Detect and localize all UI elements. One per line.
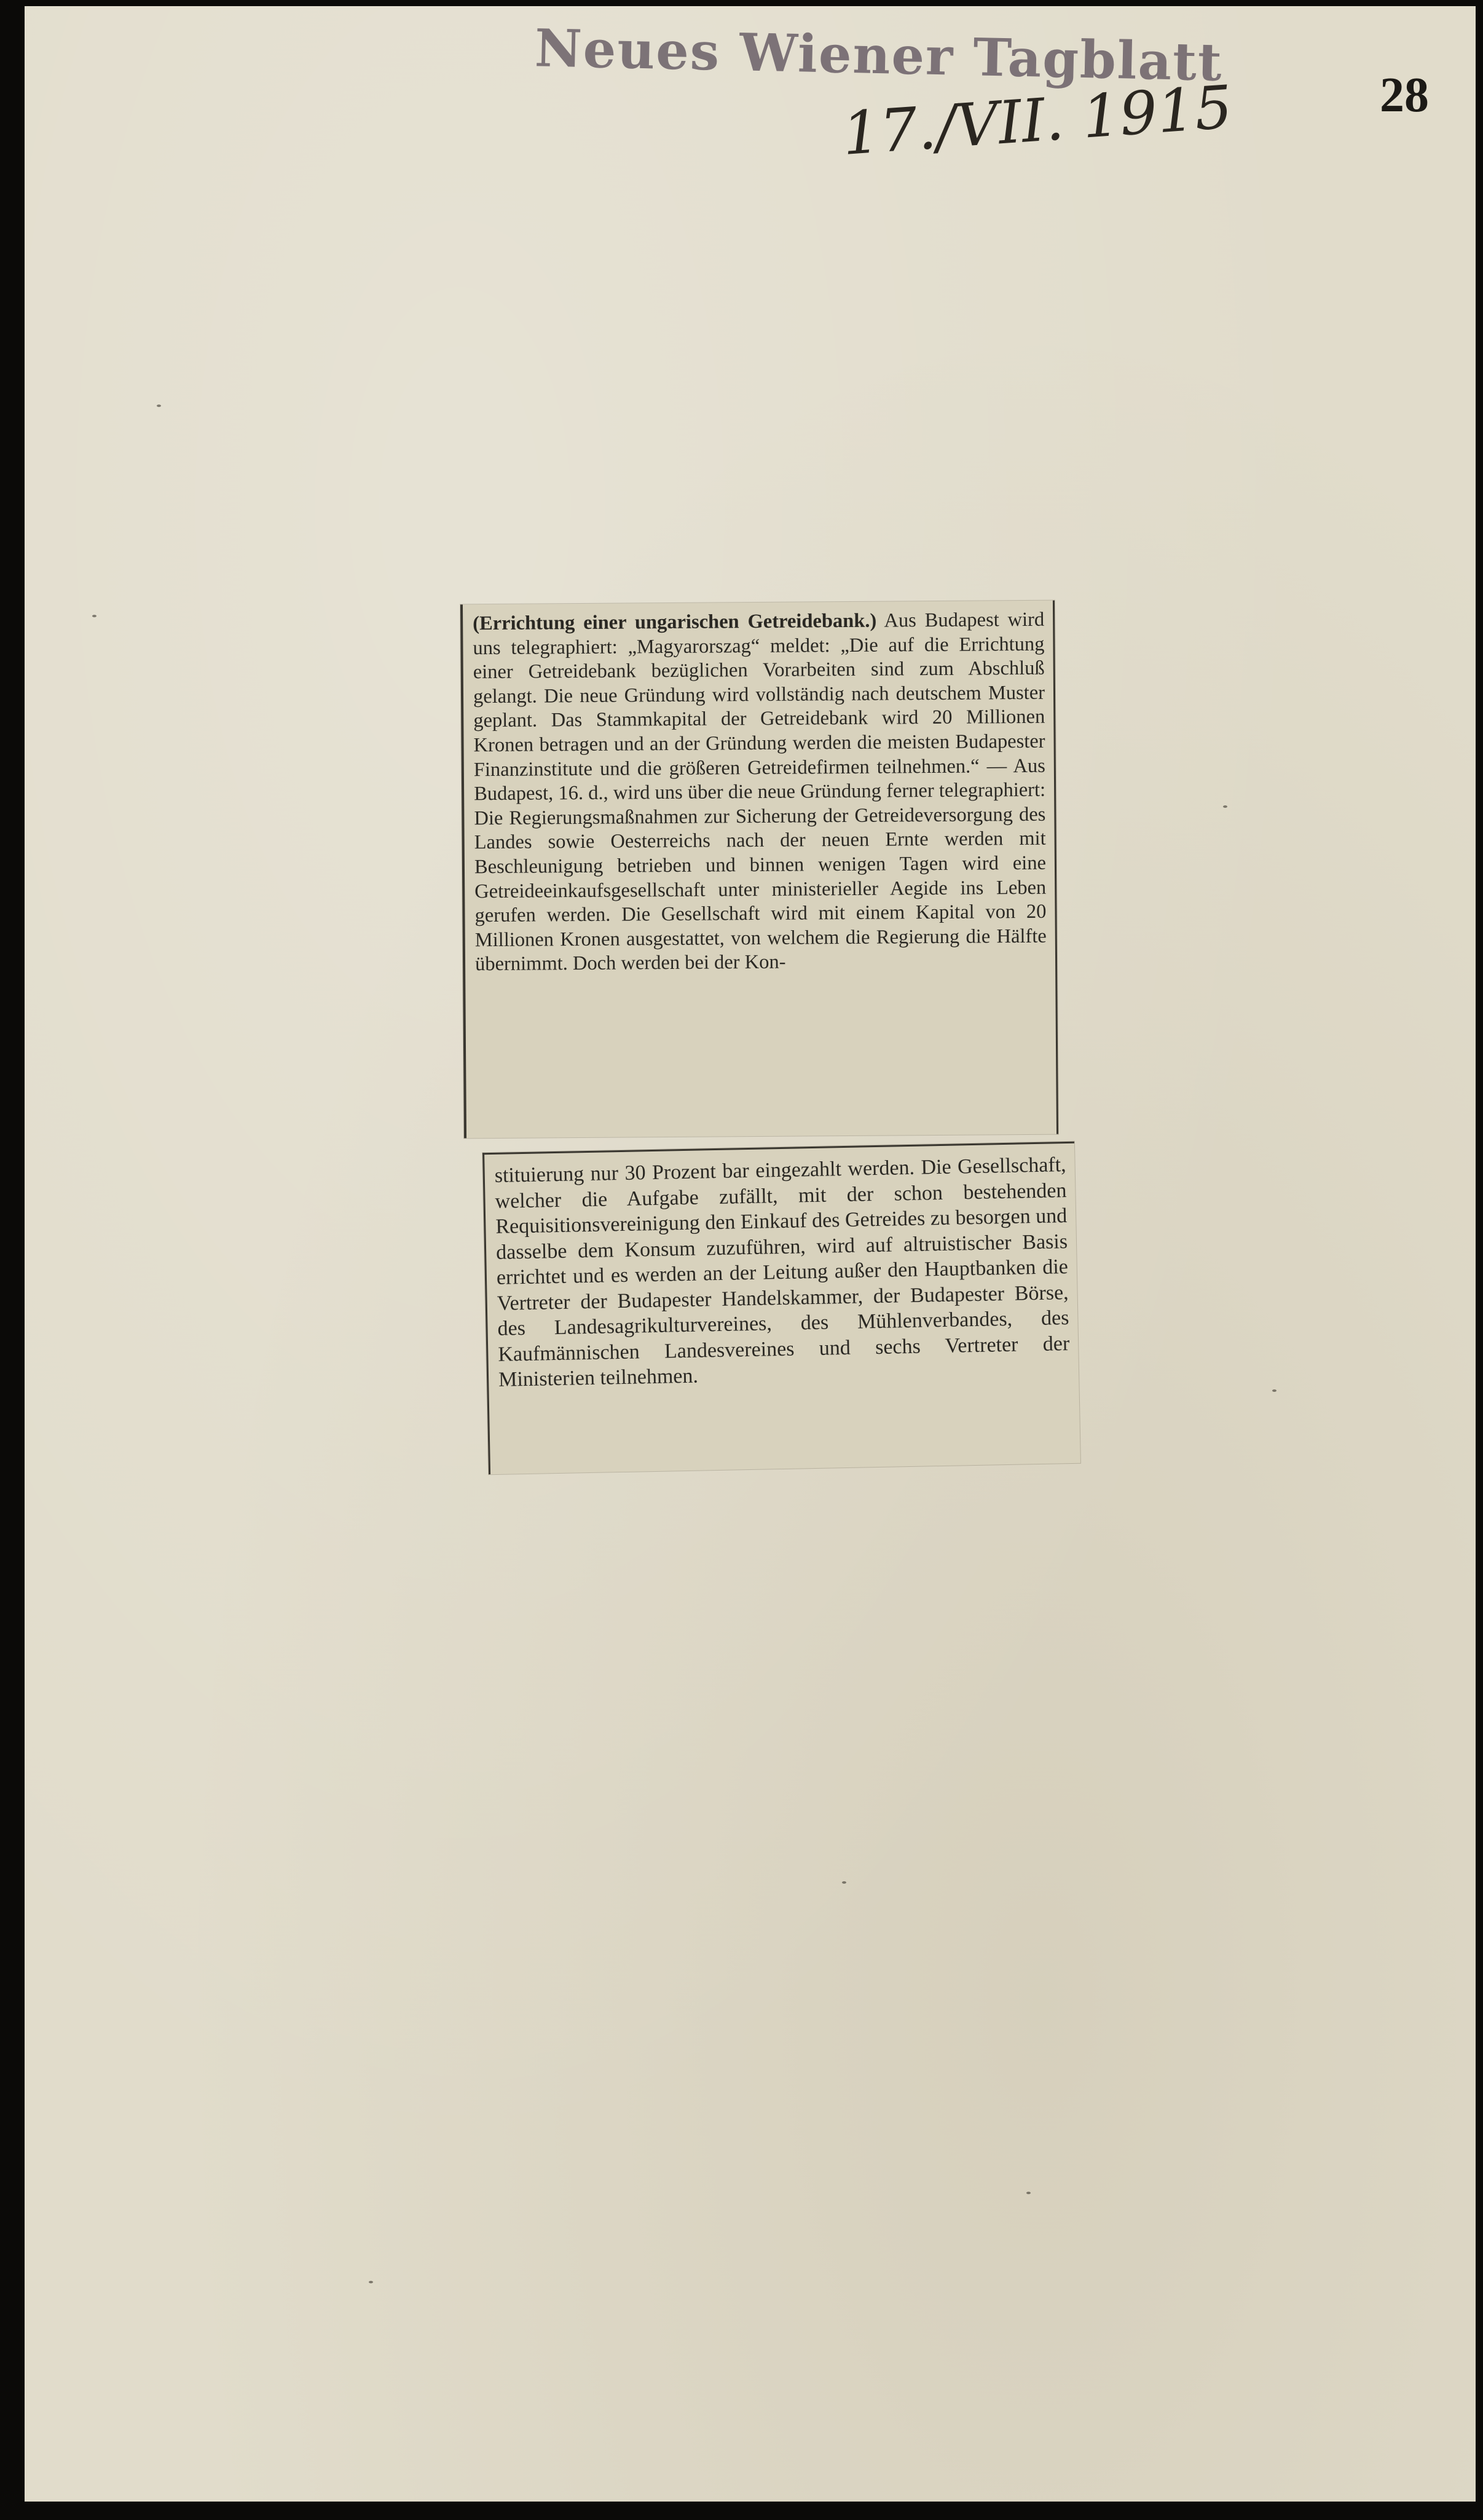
clipping-heading: (Errichtung einer ungarischen Getreidebank.) <box>473 609 877 635</box>
paper-speck <box>842 1881 846 1884</box>
clipping-paragraph-2 <box>484 1143 1079 1399</box>
clipping-text-part-2: stituierung nur 30 Prozent bar eingezahlt werden. Die Gesellschaft, welcher die Aufgabe zufällt, mit der schon bestehenden Requisitionsvereinigung den Einkauf des Getreides zu besorgen und dasselbe dem Konsum zuzuführen, wird auf altruistischer Basis errichtet und es werden an der Leitung außer den Hauptbanken die Vertreter der Budapester Handelskammer, der Budapester Börse, des Landesagrikulturvereines, des Mühlenverbandes, des Kaufmännischen Landesvereines und sechs Vertreter der Ministerien teilnehmen. <box>494 1153 1070 1391</box>
paper-speck <box>1026 2192 1031 2194</box>
page-number: 28 <box>1380 68 1429 122</box>
paper-speck <box>1223 805 1227 808</box>
newspaper-stamp: Neues Wiener Tagblatt <box>534 17 1224 93</box>
archive-sheet <box>25 6 1476 2502</box>
paper-speck <box>157 405 161 407</box>
clipping-text-part-1: Aus Budapest wird uns telegraphiert: „Magyarorszag“ meldet: „Die auf die Errichtung einer Getreidebank bezüglichen Vorarbeiten sind zum Abschluß gelangt. Die neue Gründung wird vollständig nach deutschem Muster geplant. Das Stammkapital der Getreidebank wird 20 Millionen Kronen betragen und an der Gründung werden die meisten Budapester Finanzinstitute und die größeren Getreidefirmen teilnehmen.“ — Aus Budapest, 16. d., wird uns über die neue Gründung ferner telegraphiert: Die Regierungsmaßnahmen zur Sicherung der Getreideversorgung des Landes sowie Oesterreichs nach der neuen Ernte werden mit Beschleunigung betrieben und binnen wenigen Tagen wird eine Getreideeinkaufsgesellschaft unter ministerieller Aegide ins Leben gerufen werden. Die Gesellschaft wird mit einem Kapital von 20 Millionen Kronen ausgestattet, von welchem die Regierung die Hälfte übernimmt. Doch werden bei der Kon- <box>473 608 1047 976</box>
newspaper-clipping-part-2 <box>482 1142 1080 1474</box>
paper-speck <box>92 615 96 617</box>
newspaper-clipping-part-1 <box>460 601 1058 1139</box>
clipping-paragraph-1 <box>463 601 1055 984</box>
paper-speck <box>1272 1389 1276 1392</box>
paper-speck <box>369 2281 373 2283</box>
handwritten-date: 17./VII. 1915 <box>840 72 1235 169</box>
